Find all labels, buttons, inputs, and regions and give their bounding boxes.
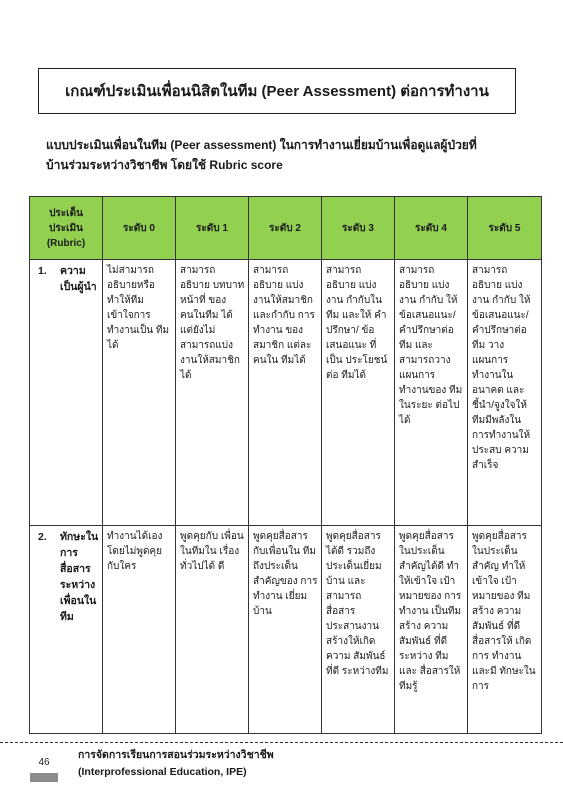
- criterion-number: 1.: [38, 265, 47, 277]
- table-row: [30, 526, 542, 734]
- rubric-table: [29, 196, 542, 734]
- table-row: [30, 260, 542, 526]
- criterion-label: ทักษะใน การ สื่อสาร ระหว่าง เพื่อนใน ทีม: [60, 531, 99, 623]
- column-header-level-1: ระดับ 1: [176, 197, 249, 260]
- table-cell: สามารถ อธิบาย แบ่ง งาน กำกับ ให้ ข้อเสนอแนะ/ คำปรึกษาต่อ ทีม วาง แผนการ ทำงานใน อนาคต และ ชี้นำ/จูงใจให้ ทีมมีพลังใน การทำงานให้ ประสบ ความสำเร็จ: [468, 260, 542, 526]
- table-cell: สามารถ อธิบาย แบ่ง งาน กำกับใน ทีม และให้ คำปรึกษา/ ข้อเสนอแนะ ที่เป็น ประโยชน์ต่อ ทีมได้: [322, 260, 395, 526]
- page-title: เกณฑ์ประเมินเพื่อนนิสิตในทีม (Peer Assessment) ต่อการทำงาน: [65, 83, 489, 100]
- table-cell: พูดคุยกับ เพื่อนในทีมใน เรื่องทั่วไปได้ ดี: [176, 526, 249, 734]
- table-cell: สามารถ อธิบาย บทบาทหน้าที่ ของคนในทีม ได้ แต่ยังไม่ สามารถแบ่ง งานให้สมาชิก ได้: [176, 260, 249, 526]
- criterion-number: 2.: [38, 531, 47, 543]
- table-cell: พูดคุยสื่อสาร กับเพื่อนใน ทีมถึงประเด็น สำคัญของ การทำงาน เยี่ยมบ้าน: [249, 526, 322, 734]
- table-cell: สามารถ อธิบาย แบ่ง งาน กำกับ ให้ ข้อเสนอแนะ/ คำปรึกษาต่อ ทีม และ สามารถวาง แผนการ ทำงานของ ทีมในระยะ ต่อไปได้: [395, 260, 468, 526]
- column-header-level-2: ระดับ 2: [249, 197, 322, 260]
- table-header-row: [30, 197, 542, 260]
- subtitle-line-2: บ้านร่วมระหว่างวิชาชีพ โดยใช้ Rubric score: [46, 158, 283, 172]
- footer-divider: [0, 742, 563, 743]
- column-header-criterion: ประเด็น ประเมิน (Rubric): [30, 197, 103, 260]
- table-cell: ทำงานได้เอง โดยไม่พูดคุย กับใคร: [103, 526, 176, 734]
- table-cell: สามารถ อธิบาย แบ่ง งานให้สมาชิก และกำกับ การทำงาน ของสมาชิก แต่ละคนใน ทีมได้: [249, 260, 322, 526]
- table-cell: ไม่สามารถ อธิบายหรือ ทำให้ทีม เข้าใจการ ทำงานเป็น ทีมได้: [103, 260, 176, 526]
- column-header-level-3: ระดับ 3: [322, 197, 395, 260]
- footer-line-1: การจัดการเรียนการสอนร่วมระหว่างวิชาชีพ: [78, 749, 274, 761]
- page-subtitle: [46, 135, 516, 175]
- table-cell: พูดคุยสื่อสาร ในประเด็น สำคัญ ทำให้ เข้าใจ เป้าหมายของ ทีม สร้าง ความสัมพันธ์ ที่ดี สื่อสารให้ เกิดการ ทำงาน และมี ทักษะในการ: [468, 526, 542, 734]
- column-header-level-5: ระดับ 5: [468, 197, 542, 260]
- subtitle-line-1: แบบประเมินเพื่อนในทีม (Peer assessment) ในการทำงานเยี่ยมบ้านเพื่อดูแลผู้ป่วยที่: [46, 138, 477, 152]
- column-header-level-0: ระดับ 0: [103, 197, 176, 260]
- table-cell: พูดคุยสื่อสาร ในประเด็น สำคัญได้ดี ทำ ให้เข้าใจ เป้าหมายของ การทำงาน เป็นทีม สร้าง ความสัมพันธ์ ที่ดีระหว่าง ทีม และ สื่อสารให้ทีมรู้: [395, 526, 468, 734]
- table-cell: พูดคุยสื่อสาร ได้ดี รวมถึง ประเด็นเยี่ยม บ้าน และ สามารถ สื่อสาร ประสานงาน สร้างให้เกิด ความ สัมพันธ์ที่ดี ระหว่างทีม: [322, 526, 395, 734]
- criterion-cell: [30, 526, 103, 734]
- page-title-box: [38, 68, 516, 114]
- page-number: 46: [38, 757, 50, 768]
- footer-line-2: (Interprofessional Education, IPE): [78, 766, 247, 778]
- page-number-tab: [30, 773, 58, 782]
- criterion-cell: [30, 260, 103, 526]
- criterion-label: ความ เป็นผู้นำ: [60, 265, 97, 293]
- column-header-level-4: ระดับ 4: [395, 197, 468, 260]
- footer-text: [78, 747, 274, 781]
